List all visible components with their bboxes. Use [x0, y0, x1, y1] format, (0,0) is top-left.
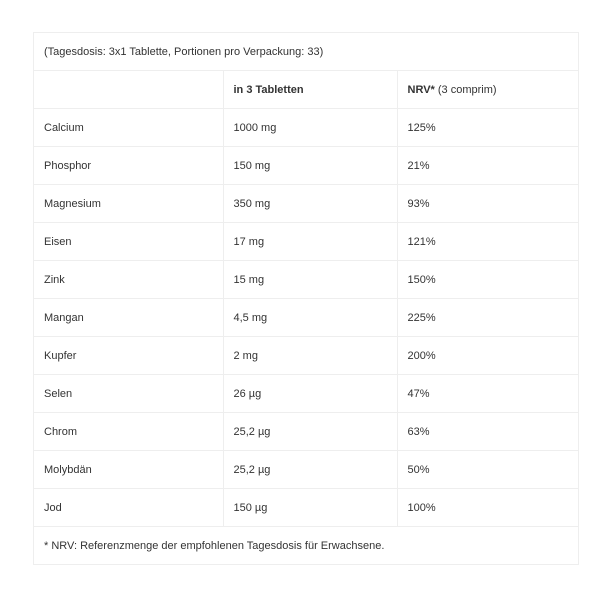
table-footnote: * NRV: Referenzmenge der empfohlenen Tagesdosis für Erwachsene. — [34, 527, 578, 565]
nutrient-amount: 350 mg — [223, 185, 397, 223]
table-row — [34, 109, 578, 147]
nutrient-name: Chrom — [34, 413, 223, 451]
nutrient-name: Phosphor — [34, 147, 223, 185]
header-nutrient — [34, 71, 223, 109]
nutrient-amount: 150 µg — [223, 489, 397, 527]
footnote-row — [34, 527, 578, 565]
nutrition-table — [34, 33, 578, 564]
table-row — [34, 147, 578, 185]
table-row — [34, 337, 578, 375]
table-row — [34, 185, 578, 223]
nutrient-name: Jod — [34, 489, 223, 527]
nutrient-name: Magnesium — [34, 185, 223, 223]
nutrient-name: Eisen — [34, 223, 223, 261]
nutrition-table-container — [33, 32, 579, 565]
nutrient-amount: 25,2 µg — [223, 451, 397, 489]
nutrient-nrv: 200% — [397, 337, 578, 375]
caption-row — [34, 33, 578, 71]
nutrient-nrv: 63% — [397, 413, 578, 451]
nutrient-amount: 25,2 µg — [223, 413, 397, 451]
table-row — [34, 413, 578, 451]
nutrient-name: Calcium — [34, 109, 223, 147]
header-nrv-label: NRV* — [407, 83, 435, 96]
table-row — [34, 223, 578, 261]
nutrient-amount: 150 mg — [223, 147, 397, 185]
nutrient-amount: 15 mg — [223, 261, 397, 299]
nutrient-nrv: 93% — [397, 185, 578, 223]
nutrient-nrv: 21% — [397, 147, 578, 185]
nutrient-name: Kupfer — [34, 337, 223, 375]
nutrient-nrv: 125% — [397, 109, 578, 147]
table-row — [34, 375, 578, 413]
nutrient-name: Molybdän — [34, 451, 223, 489]
nutrient-nrv: 225% — [397, 299, 578, 337]
nutrient-amount: 1000 mg — [223, 109, 397, 147]
nutrient-amount: 17 mg — [223, 223, 397, 261]
nutrient-nrv: 100% — [397, 489, 578, 527]
table-row — [34, 299, 578, 337]
table-row — [34, 489, 578, 527]
header-amount: in 3 Tabletten — [223, 71, 397, 109]
nutrient-name: Selen — [34, 375, 223, 413]
nutrient-nrv: 150% — [397, 261, 578, 299]
table-row — [34, 261, 578, 299]
nutrient-name: Mangan — [34, 299, 223, 337]
nutrient-nrv: 47% — [397, 375, 578, 413]
nutrient-amount: 26 µg — [223, 375, 397, 413]
nutrient-amount: 4,5 mg — [223, 299, 397, 337]
header-nrv — [397, 71, 578, 109]
header-row — [34, 71, 578, 109]
nutrient-name: Zink — [34, 261, 223, 299]
nutrient-nrv: 50% — [397, 451, 578, 489]
nutrient-nrv: 121% — [397, 223, 578, 261]
nutrient-amount: 2 mg — [223, 337, 397, 375]
table-caption: (Tagesdosis: 3x1 Tablette, Portionen pro Verpackung: 33) — [34, 33, 578, 71]
header-nrv-note: (3 comprim) — [434, 83, 497, 96]
table-row — [34, 451, 578, 489]
